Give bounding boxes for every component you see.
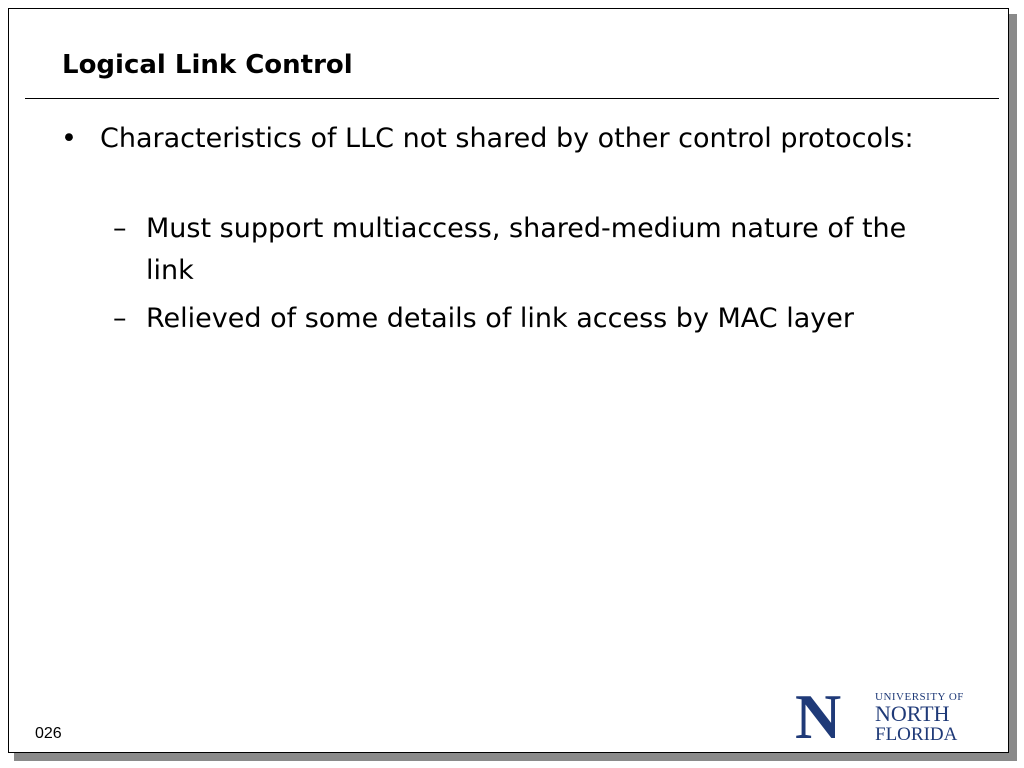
- bullet-item: Characteristics of LLC not shared by other control protocols:: [100, 123, 914, 154]
- slide-number: 026: [35, 725, 62, 742]
- slide-title: Logical Link Control: [62, 50, 353, 80]
- logo-text-university-of: UNIVERSITY OF: [875, 691, 964, 703]
- logo-text-north: NORTH: [875, 701, 950, 726]
- bullet-marker: •: [61, 123, 77, 154]
- title-divider: [25, 98, 999, 99]
- sub-bullet-marker: –: [113, 303, 127, 334]
- logo-text-florida: FLORIDA: [875, 724, 958, 745]
- sub-bullet-item: Must support multiaccess, shared-medium nature of the link: [146, 213, 907, 286]
- sub-bullet-item: Relieved of some details of link access by MAC layer: [146, 303, 854, 334]
- logo-letter: N: [795, 681, 840, 752]
- sub-bullet-marker: –: [113, 213, 127, 244]
- slide: [8, 8, 1009, 753]
- university-logo: [795, 681, 995, 752]
